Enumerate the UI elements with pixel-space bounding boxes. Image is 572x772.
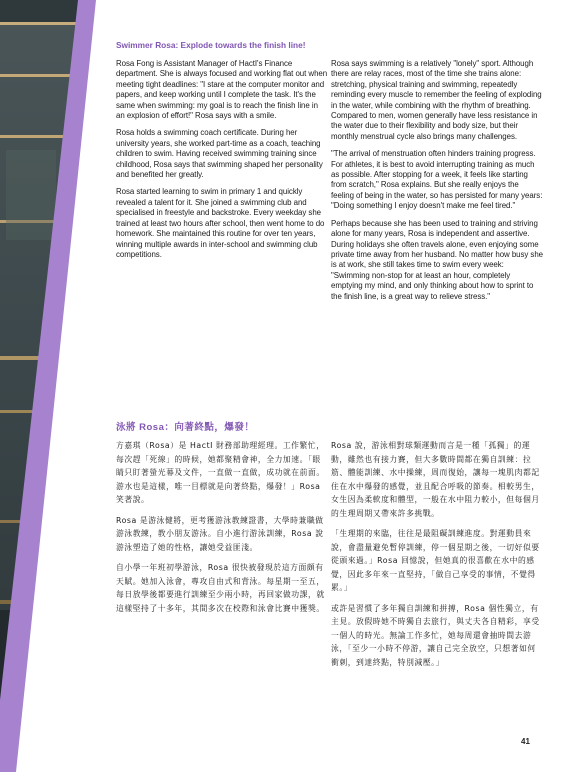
english-right-column xyxy=(331,59,543,309)
chinese-left-paragraph: 自小學一年班初學游泳，Rosa 很快被發現於這方面頗有天賦。她加入泳會，專攻自由式和背泳。每星期一至五，每日放學後都要進行訓練至少兩小時，再回家做功課，就這樣堅持了十多年，其間多次在校際和泳會比賽中獲獎。 xyxy=(116,563,325,613)
chinese-left-column xyxy=(116,439,328,622)
chinese-left-paragraph: Rosa 是游泳健將，更考獲游泳教練證書，大學時兼職做游泳教練，教小朋友游泳。自小進行游泳訓練，Rosa 說游泳塑造了她的性格，讓她受益匪淺。 xyxy=(116,515,324,552)
english-right-paragraph: Perhaps because she has been used to training and striving alone for many years, Rosa is independent and assertive. During holidays she often travels alone, even enjoying some private time away from her husband. No matter how busy she is at work, she still takes time to swim every week: "Swimming non-stop for at least an hour, completely emptying my mind, and only thinking about how to sprint to the finish line, is a great way to relieve stress." xyxy=(331,218,544,301)
chinese-right-column xyxy=(331,439,543,676)
chinese-left-paragraph: 方嘉琪（Rosa）是 HactI 財務部助理經理。工作繁忙，每次趕「死線」的時候，她都聚精會神，全力加速。「眼睛只盯著螢光幕及文件，一直做一直做，成功就在前面。游水也是這樣，唯一目標就是向著終點，爆發！」Rosa 笑著說。 xyxy=(116,441,325,504)
english-left-column xyxy=(116,59,328,267)
chinese-right-paragraph: Rosa 說，游泳相對球類運動而言是一種「孤獨」的運動，雖然也有接力賽，但大多數時間都在獨自訓練：拉筋、體能訓練、水中操練，周而復始，讓每一塊肌肉都記住在水中爆發的感覺，並且配合呼吸的節奏。相較男生，女生因為柔軟度和體型，一般在水中阻力較小，但每個月的生理周期又帶來許多挑戰。 xyxy=(331,441,540,518)
english-left-paragraph: Rosa Fong is Assistant Manager of HactI's Finance department. She is always focused and working flat out when meeting tight deadlines: "I stare at the computer monitor and papers, and keep working until I complete the task. It's the same when swimming: my goal is to reach the finish line in an explosion of effort!" Rosa says with a smile. xyxy=(116,59,328,121)
pool-photo xyxy=(0,0,110,772)
english-right-paragraph: Rosa says swimming is a relatively "lonely" sport. Although there are relay races, most of the time she trains alone: stretching, physical training and swimming, repeatedly reminding every muscle to remember the feeling of exploding in the water, while combining with the rhythm of breathing. Compared to men, women generally have less resistance in the water due to their flexibility and body size, but their monthly menstrual cycle also brings many challenges. xyxy=(331,59,542,141)
english-title: Swimmer Rosa: Explode towards the finish line! xyxy=(116,40,306,50)
chinese-title: 泳將 Rosa：向著終點，爆發！ xyxy=(116,422,255,433)
chinese-right-paragraph: 或許是習慣了多年獨自訓練和拼搏，Rosa 個性獨立，有主見。放假時她不時獨自去旅行，與丈夫各自精彩，享受一個人的時光。無論工作多忙，她每周還會抽時間去游泳，「至少一小時不停游，讓自己完全放空，只想著如何衝刺，到達終點，特別減壓。」 xyxy=(331,603,540,667)
english-right-paragraph: "The arrival of menstruation often hinders training progress. For athletes, it is best to avoid interrupting training as much as possible. After stopping for a week, it feels like starting from scratch," Rosa explains. But she really enjoys the feeling of being in the water, so has persisted for many years: "Doing something I enjoy doesn't make me feel tired." xyxy=(331,149,543,211)
chinese-right-paragraph: 「生理期的來臨，往往是最阻礙訓練進度。對運動員來說，會盡量避免暫停訓練，停一個星期之後，一切好似要從頭來過。」Rosa 回憶說，但她真的很喜歡在水中的感覺，因此多年來一直堅持，「做自己享受的事情，不覺得累。」 xyxy=(331,529,540,592)
english-left-paragraph: Rosa started learning to swim in primary 1 and quickly revealed a talent for it. She joined a swimming club and specialised in freestyle and backstroke. Every weekday she trained at least two hours after school, then went home to do homework. She maintained this routine for over ten years, winning multiple awards in inter-school and swimming club competitions. xyxy=(116,187,325,259)
english-left-paragraph: Rosa holds a swimming coach certificate. During her university years, she worked part-time as a coach, teaching children to swim. Having received swimming training since childhood, Rosa says that swimming shaped her personality and benefited her greatly. xyxy=(116,128,323,180)
page-number: 41 xyxy=(521,737,530,746)
